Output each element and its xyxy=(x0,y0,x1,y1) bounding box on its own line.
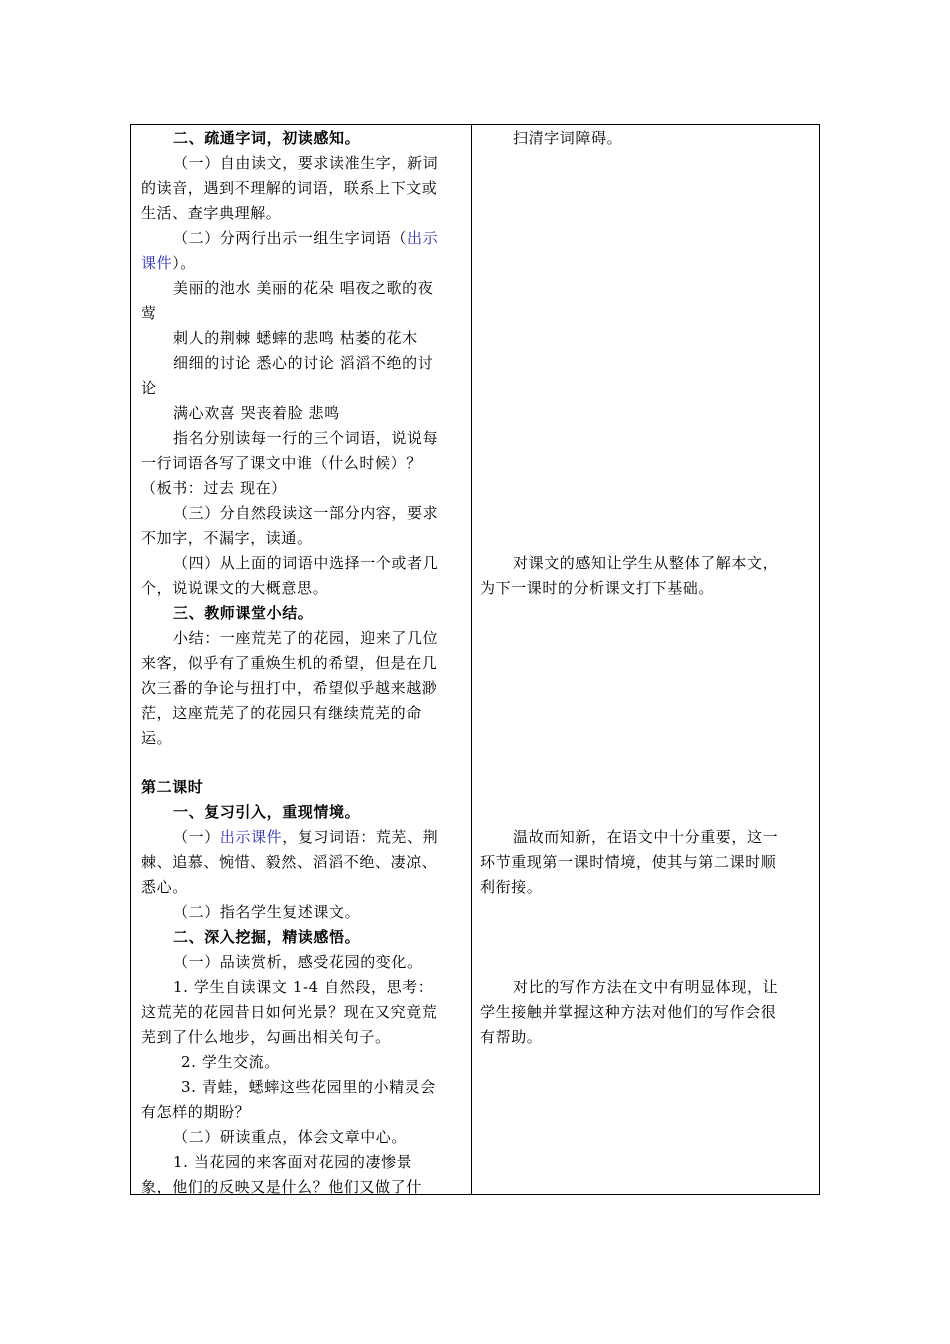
summary-line: 茫，这座荒芜了的花园只有继续荒芜的命 xyxy=(141,704,422,722)
paragraph-line: 棘、追慕、惋惜、毅然、滔滔不绝、凄凉、 xyxy=(141,853,438,871)
paragraph-text: （二）分两行出示一组生字词语（ xyxy=(173,229,408,247)
paragraph-line: 一行词语各写了课文中谁（什么时候）？ xyxy=(141,454,422,472)
word-group-line: 美丽的池水 美丽的花朵 唱夜之歌的夜 xyxy=(173,279,434,297)
summary-line: 小结：一座荒芜了的花园，迎来了几位 xyxy=(173,629,439,647)
paragraph-line: 悉心。 xyxy=(141,878,188,896)
word-group-line: 刺人的荆棘 蟋蟀的悲鸣 枯萎的花木 xyxy=(173,329,418,347)
section-heading: 二、疏通字词，初读感知。 xyxy=(173,129,361,147)
word-group-line: 细细的讨论 悉心的讨论 滔滔不绝的讨 xyxy=(173,354,434,372)
lesson-plan-table xyxy=(130,124,820,1195)
paragraph-line xyxy=(173,825,438,850)
paragraph-line: 1. 当花园的来客面对花园的凄惨景 xyxy=(173,1153,413,1171)
lesson-title: 第二课时 xyxy=(141,778,204,796)
section-heading: 三、教师课堂小结。 xyxy=(173,604,314,622)
paragraph-line: （二）指名学生复述课文。 xyxy=(173,903,361,921)
word-group-line: 论 xyxy=(141,379,157,397)
paragraph-line: （一）自由读文，要求读准生字，新词 xyxy=(173,154,439,172)
paragraph-line xyxy=(141,251,196,276)
paragraph-line: （一）品读赏析，感受花园的变化。 xyxy=(173,953,423,971)
courseware-link[interactable]: 课件 xyxy=(141,254,173,272)
note-line: 环节重现第一课时情境，使其与第二课时顺 xyxy=(480,853,777,871)
section-heading: 一、复习引入，重现情境。 xyxy=(173,803,361,821)
note-line: 利衔接。 xyxy=(480,878,543,896)
summary-line: 运。 xyxy=(141,729,173,747)
section-heading: 二、深入挖掘，精读感悟。 xyxy=(173,928,361,946)
paragraph-line: （板书：过去 现在） xyxy=(141,479,287,497)
paragraph-line: 个，说说课文的大概意思。 xyxy=(141,579,329,597)
paragraph-line: 不加字，不漏字，读通。 xyxy=(141,529,313,547)
paragraph-line: 2. 学生交流。 xyxy=(181,1053,280,1071)
courseware-link[interactable]: 出示课件 xyxy=(219,828,283,846)
paragraph-line: 有怎样的期盼？ xyxy=(141,1103,251,1121)
paragraph-line: 指名分别读每一行的三个词语，说说每 xyxy=(173,429,439,447)
paragraph-text: ，复习词语：荒芜、荆 xyxy=(282,828,439,846)
summary-line: 来客，似乎有了重焕生机的希望，但是在几 xyxy=(141,654,438,672)
paragraph-line: 芜到了什么地步，勾画出相关句子。 xyxy=(141,1028,391,1046)
note-line: 有帮助。 xyxy=(480,1028,543,1046)
paragraph-text: ）。 xyxy=(172,254,196,272)
word-group-line: 满心欢喜 哭丧着脸 悲鸣 xyxy=(173,404,340,422)
note-line: 扫清字词障碍。 xyxy=(513,129,623,147)
note-line: 对比的写作方法在文中有明显体现，让 xyxy=(513,978,779,996)
note-line: 学生接触并掌握这种方法对他们的写作会很 xyxy=(480,1003,777,1021)
paragraph-line: 1. 学生自读课文 1-4 自然段，思考： xyxy=(173,978,434,996)
paragraph-text: （一） xyxy=(173,828,220,846)
paragraph-line: 的读音，遇到不理解的词语，联系上下文或 xyxy=(141,179,438,197)
note-line: 为下一课时的分析课文打下基础。 xyxy=(480,579,715,597)
note-line: 温故而知新，在语文中十分重要，这一 xyxy=(513,828,779,846)
paragraph-line: （四）从上面的词语中选择一个或者几 xyxy=(173,554,439,572)
courseware-link[interactable]: 出示 xyxy=(407,229,439,247)
paragraph-line: （二）研读重点，体会文章中心。 xyxy=(173,1128,408,1146)
paragraph-line: 象，他们的反映又是什么？他们又做了什 xyxy=(141,1178,422,1196)
paragraph-line: 生活、查字典理解。 xyxy=(141,204,282,222)
column-divider xyxy=(471,125,472,1194)
paragraph-line: 3. 青蛙，蟋蟀这些花园里的小精灵会 xyxy=(181,1078,436,1096)
paragraph-line: 这荒芜的花园昔日如何光景？现在又究竟荒 xyxy=(141,1003,438,1021)
paragraph-line xyxy=(173,226,438,251)
summary-line: 次三番的争论与扭打中，希望似乎越来越渺 xyxy=(141,679,438,697)
note-line: 对课文的感知让学生从整体了解本文， xyxy=(513,554,779,572)
word-group-line: 莺 xyxy=(141,304,157,322)
paragraph-line: （三）分自然段读这一部分内容，要求 xyxy=(173,504,439,522)
